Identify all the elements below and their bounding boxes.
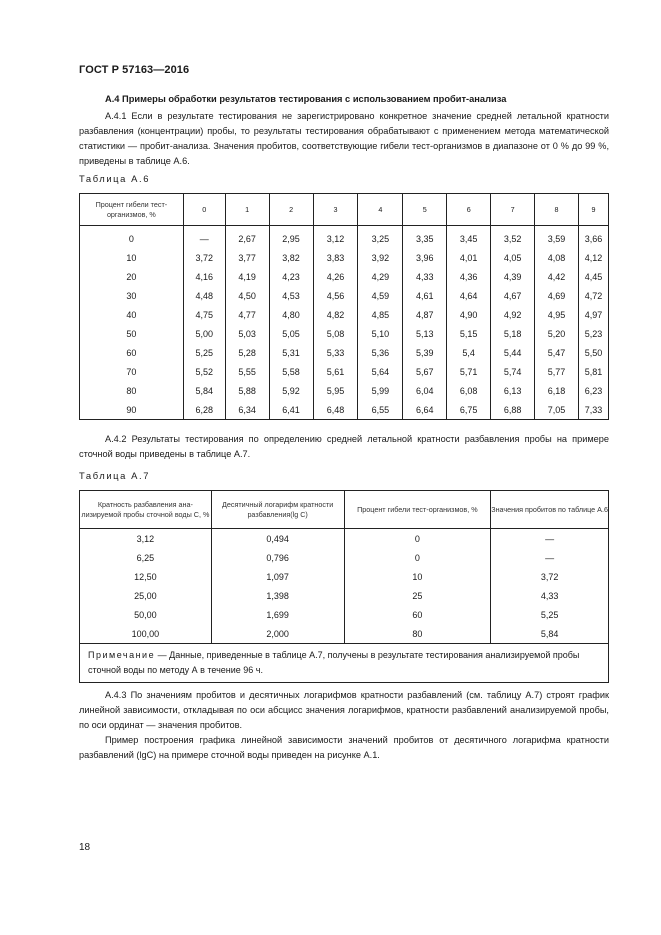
table-cell: 5,71 bbox=[447, 362, 491, 381]
row-label: 10 bbox=[80, 248, 184, 267]
table-cell: 5,18 bbox=[491, 324, 535, 343]
table-row bbox=[80, 362, 609, 381]
table-cell: 4,42 bbox=[535, 267, 579, 286]
paragraph-a41 bbox=[79, 109, 609, 169]
table-cell: 5,92 bbox=[269, 381, 313, 400]
table-cell: 5,25 bbox=[183, 343, 225, 362]
table-a6-col-header: 3 bbox=[313, 194, 358, 226]
table-a7 bbox=[79, 490, 609, 683]
table-cell: 80 bbox=[344, 624, 491, 644]
table-cell: 5,88 bbox=[225, 381, 269, 400]
table-cell: 4,36 bbox=[447, 267, 491, 286]
table-cell: 4,64 bbox=[447, 286, 491, 305]
table-cell: 5,25 bbox=[491, 605, 609, 624]
table-cell: 5,10 bbox=[358, 324, 403, 343]
table-cell: 5,81 bbox=[578, 362, 608, 381]
table-cell: 4,05 bbox=[491, 248, 535, 267]
paragraph-a43-text: А.4.3 По значениям пробитов и десятичных логарифмов кратности разбавлений (см. таблицу А.7) строят график линейной зависимости, откладывая по оси абсцисс значения логарифмов, кратности разбавлений анализируемой пробы, по оси ординат — значения пробитов. bbox=[79, 690, 609, 730]
table-cell: 4,08 bbox=[535, 248, 579, 267]
table-cell: 6,34 bbox=[225, 400, 269, 420]
table-cell: 5,61 bbox=[313, 362, 358, 381]
table-a6-col-header: 6 bbox=[447, 194, 491, 226]
table-cell: 5,64 bbox=[358, 362, 403, 381]
table-a7-body bbox=[80, 529, 609, 644]
table-row bbox=[80, 529, 609, 549]
table-cell: 5,95 bbox=[313, 381, 358, 400]
table-cell: 4,90 bbox=[447, 305, 491, 324]
table-cell: 5,67 bbox=[403, 362, 447, 381]
table-cell: 5,08 bbox=[313, 324, 358, 343]
table-cell: 5,55 bbox=[225, 362, 269, 381]
table-cell: 6,41 bbox=[269, 400, 313, 420]
table-cell: 5,77 bbox=[535, 362, 579, 381]
table-cell: 5,39 bbox=[403, 343, 447, 362]
table-cell: 5,50 bbox=[578, 343, 608, 362]
row-label: 30 bbox=[80, 286, 184, 305]
table-cell: 3,25 bbox=[358, 226, 403, 249]
paragraph-a43 bbox=[79, 688, 609, 763]
table-cell: 25 bbox=[344, 586, 491, 605]
table-cell: 5,13 bbox=[403, 324, 447, 343]
table-cell: 3,83 bbox=[313, 248, 358, 267]
table-cell: 4,56 bbox=[313, 286, 358, 305]
table-cell: 5,05 bbox=[269, 324, 313, 343]
table-cell: 5,47 bbox=[535, 343, 579, 362]
document-header: ГОСТ Р 57163—2016 bbox=[79, 64, 190, 76]
table-cell: 4,69 bbox=[535, 286, 579, 305]
table-cell: 3,72 bbox=[183, 248, 225, 267]
table-cell: 5,84 bbox=[491, 624, 609, 644]
table-cell: 3,66 bbox=[578, 226, 608, 249]
table-cell: 100,00 bbox=[80, 624, 212, 644]
table-a7-col-header: Процент гибели тест-организмов, % bbox=[344, 491, 491, 529]
table-row bbox=[80, 624, 609, 644]
table-cell: 5,99 bbox=[358, 381, 403, 400]
table-cell: 5,23 bbox=[578, 324, 608, 343]
table-cell: 4,95 bbox=[535, 305, 579, 324]
table-a6 bbox=[79, 193, 609, 420]
table-cell: — bbox=[491, 548, 609, 567]
paragraph-example-text: Пример построения графика линейной зависимости значений пробитов от десятичного логарифма кратности разбавлений (lgC) на примере сточной воды приведен на рисунке А.1. bbox=[79, 735, 609, 760]
table-cell: 4,82 bbox=[313, 305, 358, 324]
table-a6-col-header: 7 bbox=[491, 194, 535, 226]
page-number: 18 bbox=[79, 842, 91, 853]
table-a6-col-header: 5 bbox=[403, 194, 447, 226]
table-cell: 7,33 bbox=[578, 400, 608, 420]
table-a6-header-row bbox=[80, 194, 609, 226]
table-cell: 6,88 bbox=[491, 400, 535, 420]
table-cell: 0,494 bbox=[211, 529, 344, 549]
row-label: 0 bbox=[80, 226, 184, 249]
table-cell: 1,398 bbox=[211, 586, 344, 605]
table-cell: 4,67 bbox=[491, 286, 535, 305]
table-a6-col-header: 4 bbox=[358, 194, 403, 226]
table-cell: 5,20 bbox=[535, 324, 579, 343]
paragraph-a42-text: А.4.2 Результаты тестирования по определению средней летальной кратности разбавления пробы на примере сточной воды приведены в таблице А.7. bbox=[79, 434, 609, 459]
table-row bbox=[80, 605, 609, 624]
table-cell: 2,000 bbox=[211, 624, 344, 644]
table-cell: 5,58 bbox=[269, 362, 313, 381]
table-cell: 4,19 bbox=[225, 267, 269, 286]
table-row bbox=[80, 586, 609, 605]
table-cell: 50,00 bbox=[80, 605, 212, 624]
table-cell: 1,097 bbox=[211, 567, 344, 586]
paragraph-a42 bbox=[79, 432, 609, 462]
table-a7-col-header: Кратность разбавления анализируемой пробы сточной воды С, % bbox=[80, 491, 212, 529]
table-cell: 3,12 bbox=[80, 529, 212, 549]
row-label: 70 bbox=[80, 362, 184, 381]
table-cell: — bbox=[491, 529, 609, 549]
table-cell: 5,4 bbox=[447, 343, 491, 362]
table-a6-body bbox=[80, 226, 609, 420]
table-cell: 6,18 bbox=[535, 381, 579, 400]
table-cell: 4,97 bbox=[578, 305, 608, 324]
table-cell: 3,77 bbox=[225, 248, 269, 267]
table-cell: 3,92 bbox=[358, 248, 403, 267]
table-cell: 4,48 bbox=[183, 286, 225, 305]
table-cell: 4,59 bbox=[358, 286, 403, 305]
table-cell: 4,87 bbox=[403, 305, 447, 324]
row-label: 40 bbox=[80, 305, 184, 324]
table-cell: 4,61 bbox=[403, 286, 447, 305]
table-cell: 4,50 bbox=[225, 286, 269, 305]
note-label: Примечание bbox=[88, 650, 156, 660]
table-cell: 3,35 bbox=[403, 226, 447, 249]
table-cell: 6,75 bbox=[447, 400, 491, 420]
table-cell: 6,08 bbox=[447, 381, 491, 400]
table-cell: 1,699 bbox=[211, 605, 344, 624]
table-row bbox=[80, 286, 609, 305]
table-cell: 3,52 bbox=[491, 226, 535, 249]
table-row bbox=[80, 548, 609, 567]
table-cell: 5,15 bbox=[447, 324, 491, 343]
table-cell: 5,03 bbox=[225, 324, 269, 343]
table-cell: 6,55 bbox=[358, 400, 403, 420]
table-cell: 6,13 bbox=[491, 381, 535, 400]
table-cell: 3,72 bbox=[491, 567, 609, 586]
table-row bbox=[80, 324, 609, 343]
table-cell: 6,64 bbox=[403, 400, 447, 420]
table-cell: 4,72 bbox=[578, 286, 608, 305]
table-cell: 6,25 bbox=[80, 548, 212, 567]
table-cell: 4,16 bbox=[183, 267, 225, 286]
table-a7-caption: Таблица А.7 bbox=[79, 470, 151, 481]
table-cell: 6,04 bbox=[403, 381, 447, 400]
paragraph-a41-text: А.4.1 Если в результате тестирования не зарегистрировано конкретное значение средней летальной кратности разбавления (концентрации) пробы, то результаты тестирования обрабатывают с применением метода математической статистики — пробит-анализа. Значения пробитов, соответствующие гибели тест-организмов в диапазоне от 0 % до 99 %, приведены в таблице А.6. bbox=[79, 111, 609, 166]
table-row bbox=[80, 267, 609, 286]
table-cell: 4,23 bbox=[269, 267, 313, 286]
table-cell: 5,33 bbox=[313, 343, 358, 362]
table-cell: 4,53 bbox=[269, 286, 313, 305]
table-cell: 5,52 bbox=[183, 362, 225, 381]
table-cell: 4,33 bbox=[403, 267, 447, 286]
table-cell: 0,796 bbox=[211, 548, 344, 567]
table-cell: 6,28 bbox=[183, 400, 225, 420]
table-row bbox=[80, 248, 609, 267]
table-row bbox=[80, 226, 609, 249]
row-label: 90 bbox=[80, 400, 184, 420]
table-cell: 5,00 bbox=[183, 324, 225, 343]
table-cell: 7,05 bbox=[535, 400, 579, 420]
table-cell: 3,12 bbox=[313, 226, 358, 249]
table-row bbox=[80, 567, 609, 586]
table-cell: 6,48 bbox=[313, 400, 358, 420]
table-row bbox=[80, 400, 609, 420]
table-cell: 5,28 bbox=[225, 343, 269, 362]
table-cell: 5,74 bbox=[491, 362, 535, 381]
table-cell: 4,45 bbox=[578, 267, 608, 286]
table-cell: 2,95 bbox=[269, 226, 313, 249]
table-row bbox=[80, 343, 609, 362]
table-cell: 2,67 bbox=[225, 226, 269, 249]
table-a7-header-row bbox=[80, 491, 609, 529]
table-cell: 4,01 bbox=[447, 248, 491, 267]
table-cell: 3,96 bbox=[403, 248, 447, 267]
table-row bbox=[80, 305, 609, 324]
table-cell: 6,23 bbox=[578, 381, 608, 400]
table-cell: 4,33 bbox=[491, 586, 609, 605]
table-cell: 5,36 bbox=[358, 343, 403, 362]
table-cell: 10 bbox=[344, 567, 491, 586]
table-a6-col-header: 2 bbox=[269, 194, 313, 226]
table-cell: 25,00 bbox=[80, 586, 212, 605]
table-cell: — bbox=[183, 226, 225, 249]
table-cell: 0 bbox=[344, 548, 491, 567]
note-text: — Данные, приведенные в таблице А.7, получены в результате тестирования анализируемой пробы сточной воды по методу А в течение 96 ч. bbox=[88, 650, 580, 675]
row-label: 80 bbox=[80, 381, 184, 400]
table-cell: 4,75 bbox=[183, 305, 225, 324]
table-cell: 4,80 bbox=[269, 305, 313, 324]
table-cell: 4,26 bbox=[313, 267, 358, 286]
row-label: 50 bbox=[80, 324, 184, 343]
table-cell: 3,59 bbox=[535, 226, 579, 249]
table-cell: 12,50 bbox=[80, 567, 212, 586]
table-a6-caption: Таблица А.6 bbox=[79, 173, 151, 184]
table-a6-col-header: 9 bbox=[578, 194, 608, 226]
table-cell: 4,77 bbox=[225, 305, 269, 324]
table-a6-col-header: 0 bbox=[183, 194, 225, 226]
table-a7-note bbox=[80, 644, 609, 683]
table-cell: 3,82 bbox=[269, 248, 313, 267]
table-row bbox=[80, 381, 609, 400]
row-label: 20 bbox=[80, 267, 184, 286]
table-cell: 5,84 bbox=[183, 381, 225, 400]
table-a7-col-header: Десятичный логарифм кратности разбавления(lg С) bbox=[211, 491, 344, 529]
table-cell: 4,92 bbox=[491, 305, 535, 324]
table-cell: 4,12 bbox=[578, 248, 608, 267]
table-cell: 60 bbox=[344, 605, 491, 624]
table-cell: 4,39 bbox=[491, 267, 535, 286]
table-cell: 5,31 bbox=[269, 343, 313, 362]
table-a6-col-header: 1 bbox=[225, 194, 269, 226]
table-cell: 4,29 bbox=[358, 267, 403, 286]
table-a7-col-header: Значения пробитов по таблице А.6 bbox=[491, 491, 609, 529]
table-cell: 4,85 bbox=[358, 305, 403, 324]
table-a6-col-header: 8 bbox=[535, 194, 579, 226]
table-a7-note-row bbox=[80, 644, 609, 683]
table-cell: 5,44 bbox=[491, 343, 535, 362]
table-a6-corner-header: Процент гибели тест-организмов, % bbox=[80, 194, 184, 226]
section-title: А.4 Примеры обработки результатов тестирования с использованием пробит-анализа bbox=[105, 94, 507, 104]
table-cell: 0 bbox=[344, 529, 491, 549]
row-label: 60 bbox=[80, 343, 184, 362]
table-cell: 3,45 bbox=[447, 226, 491, 249]
